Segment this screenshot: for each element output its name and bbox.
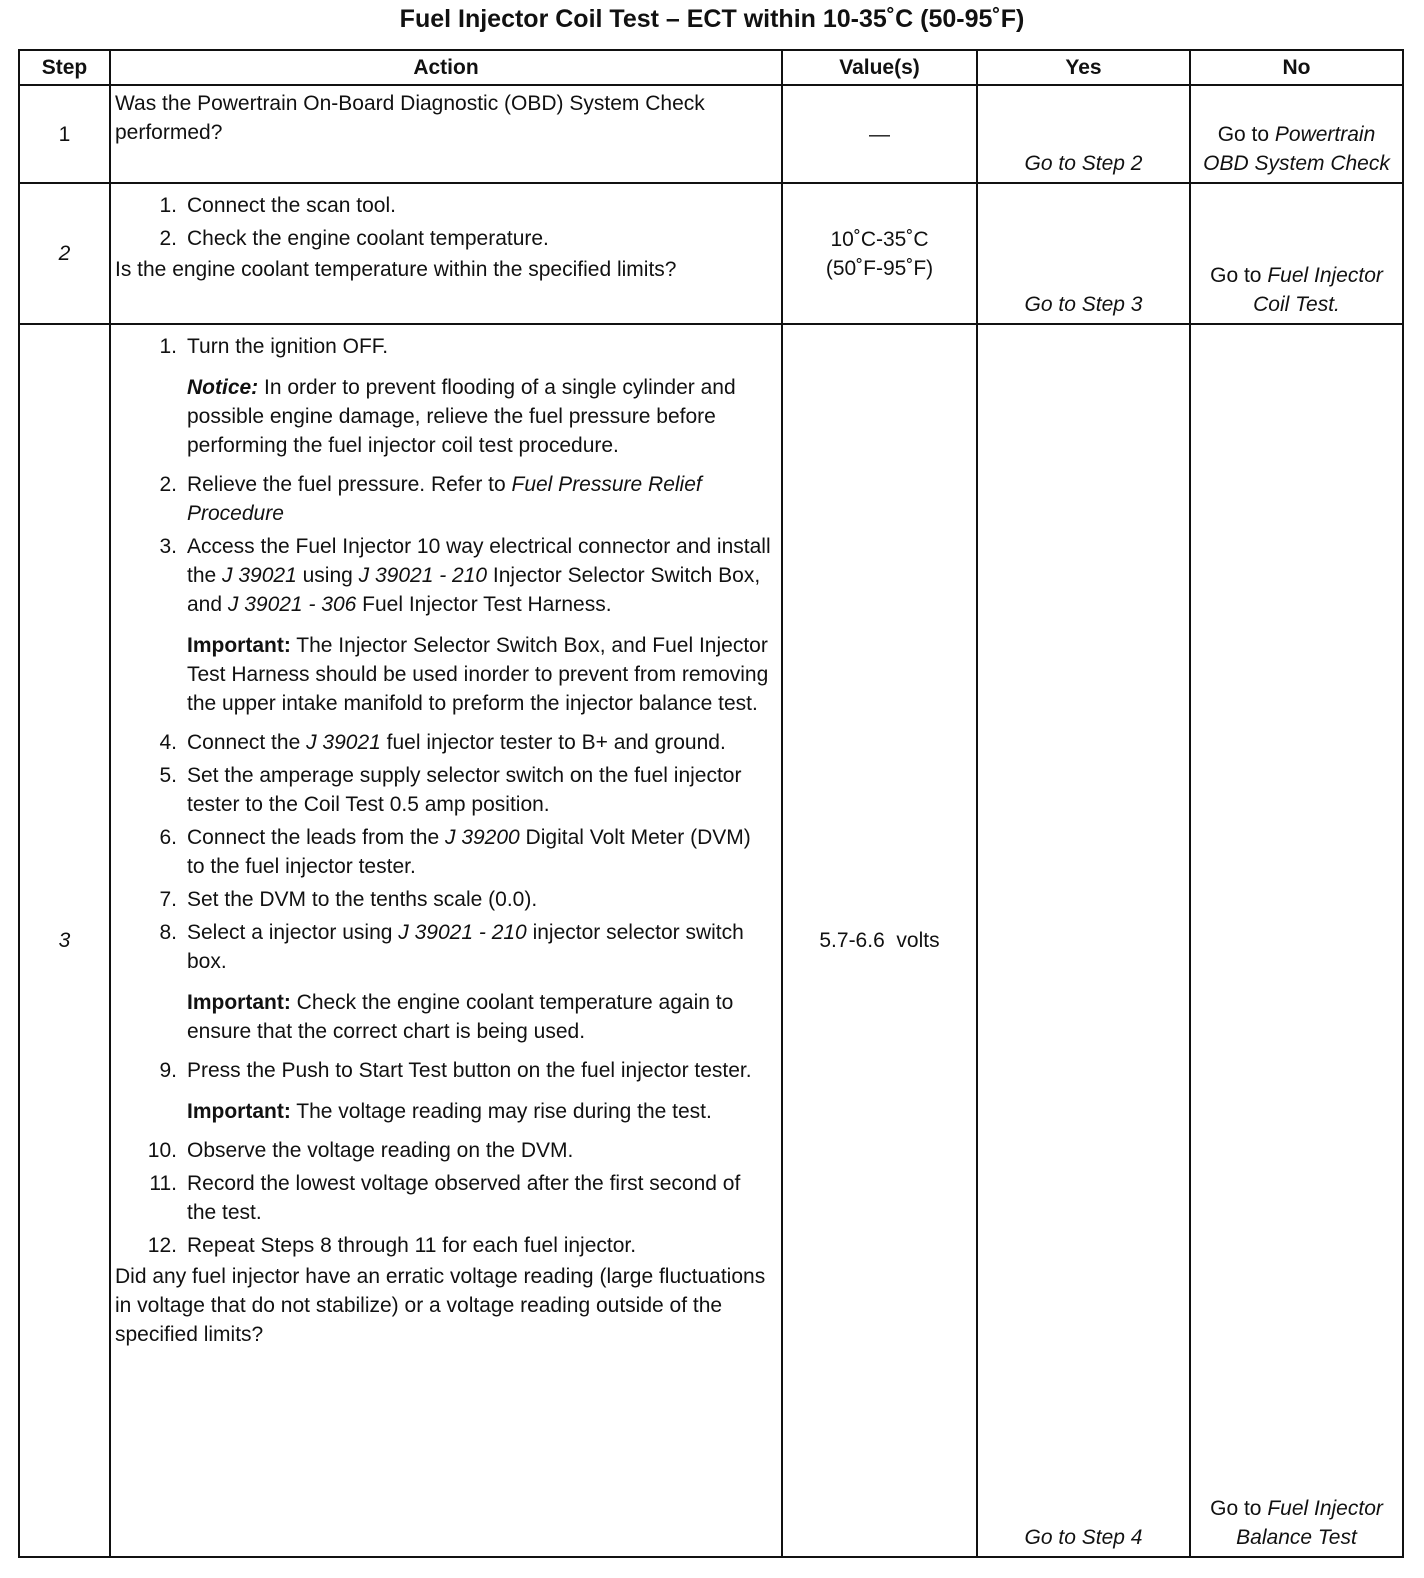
substep-number: 12.	[147, 1234, 177, 1257]
substep	[115, 191, 773, 220]
substep-number: 6.	[159, 826, 177, 849]
substep-number: 10.	[147, 1139, 177, 1162]
substep-text-part: Injector Selector Switch Box, and	[187, 564, 761, 616]
substep-text: Set the DVM to the tenths scale (0.0).	[187, 888, 538, 911]
value-cell: 5.7-6.6 volts	[782, 324, 977, 1557]
substep-number: 1.	[159, 335, 177, 358]
action-question: Was the Powertrain On-Board Diagnostic (OBD) System Check performed?	[115, 92, 705, 144]
substep	[115, 224, 773, 253]
no-cell	[1190, 183, 1403, 324]
tool-number: J 39021	[222, 564, 297, 587]
header-values: Value(s)	[782, 50, 977, 85]
no-prefix: Go to	[1210, 264, 1268, 287]
substep-number: 9.	[159, 1059, 177, 1082]
substep	[115, 918, 773, 976]
substep-text-part: Select a injector using	[187, 921, 399, 944]
no-link[interactable]: Fuel Injector Coil Test.	[1253, 264, 1383, 316]
substep-text-part: injector selector switch box.	[187, 921, 744, 973]
important-note	[115, 1097, 773, 1126]
action-cell	[110, 324, 782, 1557]
value-line: (50˚F-95˚F)	[825, 256, 934, 280]
table-header-row	[19, 50, 1403, 85]
substep-text-part: Connect the leads from the	[187, 826, 445, 849]
substep	[115, 470, 773, 528]
notice-label: Notice:	[187, 376, 259, 399]
tool-number: J 39021 - 210	[398, 921, 527, 944]
substep	[115, 761, 773, 819]
substep-number: 4.	[159, 731, 177, 754]
substep-text: Press the Push to Start Test button on the fuel injector tester.	[187, 1059, 752, 1082]
substep	[115, 728, 773, 757]
procedure-table	[18, 49, 1404, 1558]
procedure-link[interactable]: Fuel Pressure Relief Procedure	[187, 473, 702, 525]
important-note	[115, 988, 773, 1046]
page-title: Fuel Injector Coil Test – ECT within 10-35˚C (50-95˚F)	[399, 5, 1025, 33]
notice-text: In order to prevent flooding of a single cylinder and possible engine damage, relieve the fuel pressure before performing the fuel injector coil test procedure.	[187, 376, 736, 457]
substep-number: 11.	[149, 1172, 177, 1195]
substep-text	[187, 823, 773, 881]
substep	[115, 1056, 773, 1085]
substep-text	[187, 470, 773, 528]
important-label: Important:	[187, 1100, 291, 1123]
table-row-step-2	[19, 183, 1403, 324]
substep-text	[187, 918, 773, 976]
tool-number: J 39021 - 306	[227, 593, 357, 616]
action-cell	[110, 85, 782, 183]
tool-number: J 39021	[306, 731, 381, 754]
substep-number: 2.	[159, 227, 177, 250]
substep-text-part: Digital Volt Meter (DVM) to the fuel injector tester.	[187, 826, 751, 878]
important-text: The voltage reading may rise during the test.	[290, 1100, 712, 1123]
header-yes: Yes	[977, 50, 1190, 85]
yes-cell[interactable]: Go to Step 4	[977, 324, 1190, 1557]
substep	[115, 885, 773, 914]
no-cell	[1190, 324, 1403, 1557]
substep	[115, 1231, 773, 1260]
substep-number: 8.	[159, 921, 177, 944]
substep-text	[187, 728, 773, 757]
substep-text-part: Connect the	[187, 731, 307, 754]
substep-text-part: Access the Fuel Injector 10 way electrical connector and install the	[187, 535, 771, 587]
substep-number: 2.	[159, 473, 177, 496]
substep-text: Record the lowest voltage observed after the first second of the test.	[187, 1172, 741, 1224]
substep-number: 7.	[159, 888, 177, 911]
substep-number: 1.	[159, 194, 177, 217]
important-text: The Injector Selector Switch Box, and Fuel Injector Test Harness should be used inorder to prevent from removing the upper intake manifold to preform the injector balance test.	[187, 634, 769, 715]
substep	[115, 1136, 773, 1165]
tool-number: J 39200	[444, 826, 520, 849]
header-action: Action	[110, 50, 782, 85]
step-number: 1	[19, 85, 110, 183]
table-row-step-3	[19, 324, 1403, 1557]
value-line: 10˚C-35˚C	[830, 227, 929, 251]
step-number: 2	[19, 183, 110, 324]
substep-text: Repeat Steps 8 through 11 for each fuel injector.	[187, 1234, 637, 1257]
no-prefix: Go to	[1210, 1497, 1268, 1520]
substep-text	[187, 532, 773, 619]
substep	[115, 1169, 773, 1227]
substep	[115, 532, 773, 619]
table-row-step-1	[19, 85, 1403, 183]
substep-number: 3.	[159, 535, 177, 558]
substep-text-part: using	[296, 564, 359, 587]
no-prefix: Go to	[1217, 123, 1275, 146]
no-link[interactable]: Fuel Injector Balance Test	[1236, 1497, 1383, 1549]
substep	[115, 332, 773, 361]
action-question: Did any fuel injector have an erratic voltage reading (large fluctuations in voltage that do not stabilize) or a voltage reading outside of the specified limits?	[115, 1265, 766, 1346]
header-step: Step	[19, 50, 110, 85]
value-cell	[782, 183, 977, 324]
important-text: Check the engine coolant temperature again to ensure that the correct chart is being used.	[187, 991, 734, 1043]
substep-number: 5.	[159, 764, 177, 787]
important-label: Important:	[187, 634, 291, 657]
substep-text: Observe the voltage reading on the DVM.	[187, 1139, 574, 1162]
yes-cell[interactable]: Go to Step 3	[977, 183, 1190, 324]
important-note	[115, 631, 773, 718]
tool-number: J 39021 - 210	[358, 564, 488, 587]
notice-note	[115, 373, 773, 460]
substep-text: Connect the scan tool.	[187, 194, 396, 217]
substep-text: Turn the ignition OFF.	[187, 335, 389, 358]
yes-cell[interactable]: Go to Step 2	[977, 85, 1190, 183]
substep-text-part: Fuel Injector Test Harness.	[356, 593, 612, 616]
action-cell	[110, 183, 782, 324]
header-no: No	[1190, 50, 1403, 85]
no-cell	[1190, 85, 1403, 183]
value-cell: —	[782, 85, 977, 183]
no-link[interactable]: Powertrain OBD System Check	[1203, 123, 1390, 175]
step-number: 3	[19, 324, 110, 1557]
substep-text: Check the engine coolant temperature.	[187, 227, 549, 250]
substep-text-part: Relieve the fuel pressure. Refer to	[187, 473, 512, 496]
substep-text-part: fuel injector tester to B+ and ground.	[380, 731, 726, 754]
action-question: Is the engine coolant temperature within the specified limits?	[115, 258, 677, 281]
important-label: Important:	[187, 991, 291, 1014]
substep	[115, 823, 773, 881]
substep-text: Set the amperage supply selector switch on the fuel injector tester to the Coil Test 0.5 amp position.	[187, 764, 742, 816]
